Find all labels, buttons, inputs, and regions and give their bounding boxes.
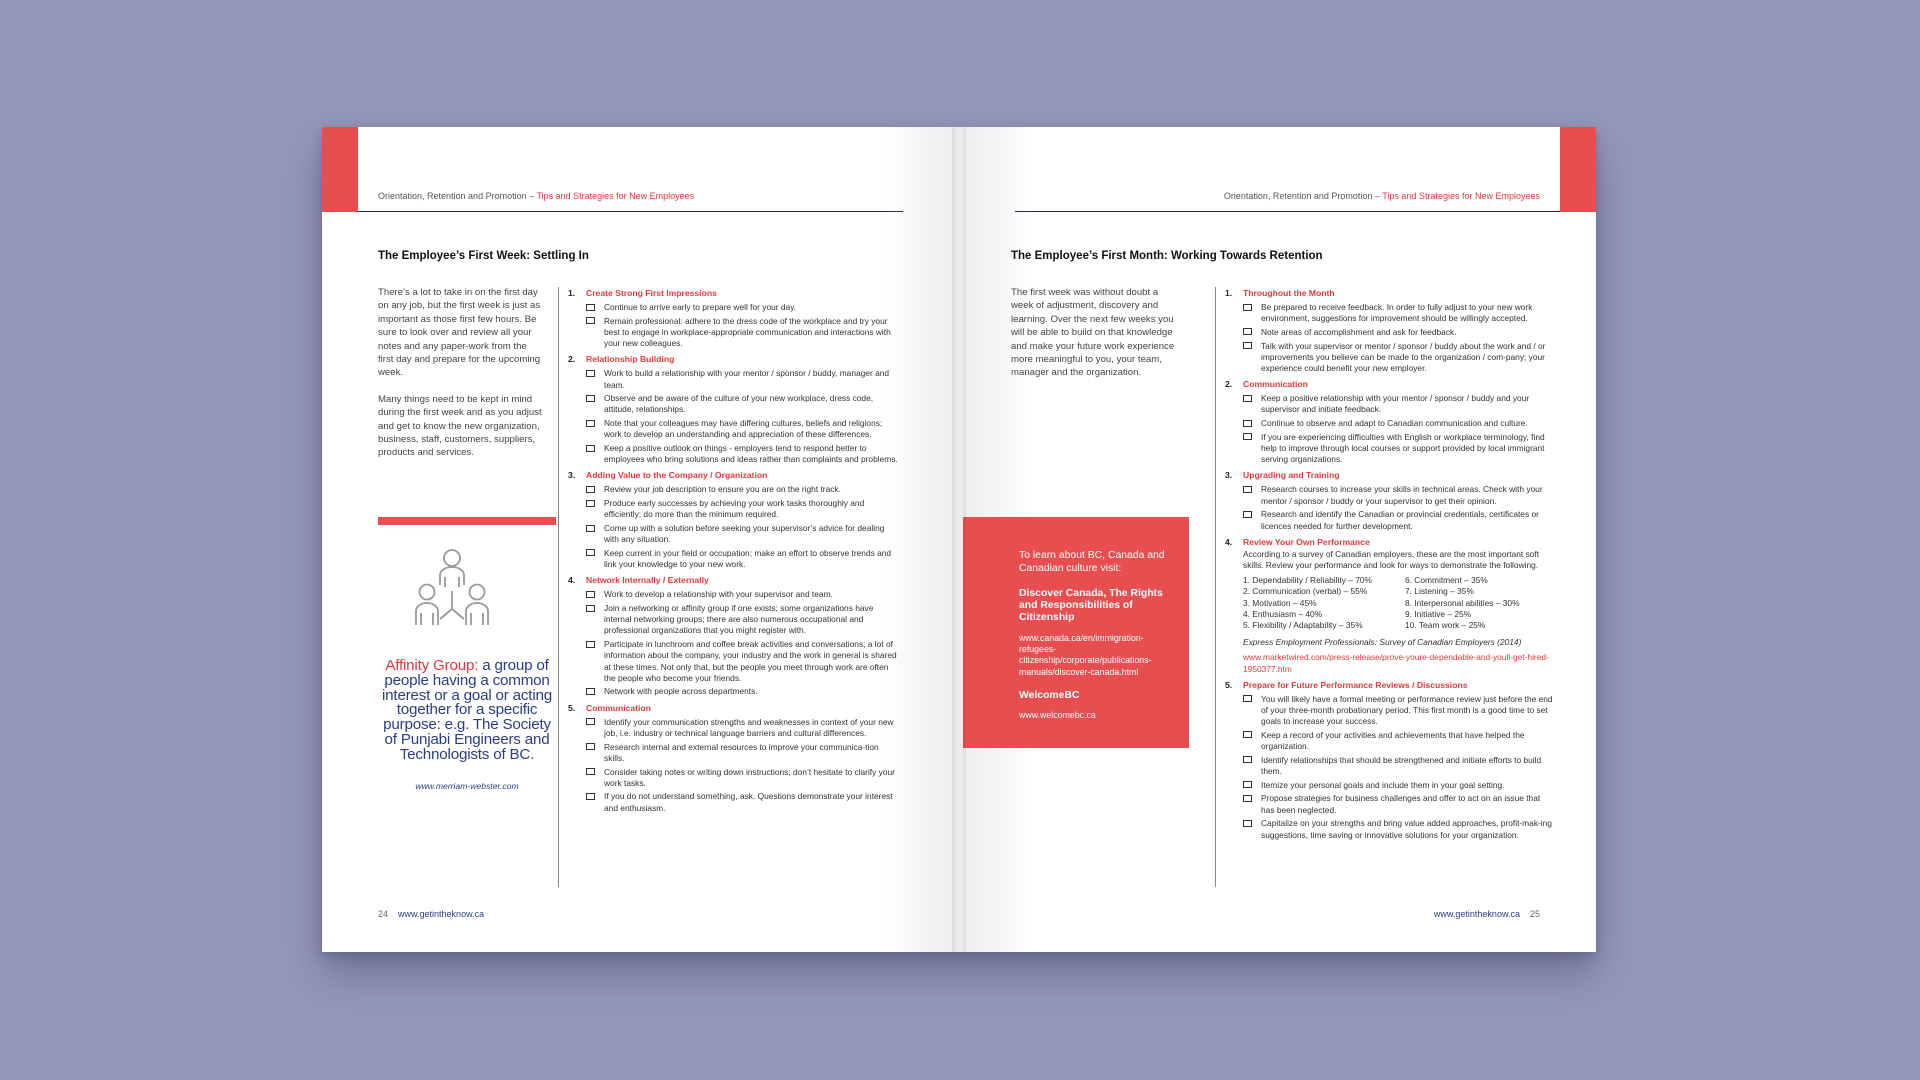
brochure-spread <box>322 127 1596 952</box>
soft-skill-stat: 6. Commitment – 35% <box>1405 575 1488 586</box>
checkbox-icon[interactable] <box>1243 820 1252 827</box>
page-number: 24 <box>378 909 389 919</box>
section-number: 5. <box>1225 679 1233 690</box>
checklist-item <box>1243 780 1555 791</box>
section-title: Relationship Building <box>586 354 675 365</box>
header-rule <box>1015 211 1560 212</box>
checkbox-icon[interactable] <box>586 605 595 612</box>
checklist-item <box>586 767 898 789</box>
checklist-item-text: Research courses to increase your skills in technical areas. Check with your mentor / sponsor / buddy or your supervisor to get their opinion. <box>1261 484 1543 506</box>
checkbox-icon[interactable] <box>586 549 595 556</box>
checklist-item-text: Research internal and external resources to improve your communica-tion skills. <box>604 741 879 763</box>
checkbox-icon[interactable] <box>586 525 595 532</box>
checklist-section <box>1225 536 1555 675</box>
checklist-item-text: Produce early successes by achieving your work tasks thoroughly and efficiently; do more than the minimum required. <box>604 498 865 520</box>
section-number: 3. <box>1225 470 1233 481</box>
checklist-section <box>1225 679 1555 841</box>
callout-link[interactable]: www.canada.ca/en/immigration-refugees-citizenship/corporate/publications-manuals/discover-canada.html <box>1019 632 1152 677</box>
checklist-item <box>586 686 898 697</box>
soft-skill-stat: 10. Team work – 25% <box>1405 619 1486 630</box>
checkbox-icon[interactable] <box>586 317 595 324</box>
callout-link[interactable]: www.welcomebc.ca <box>1019 710 1096 721</box>
checklist-item <box>586 302 898 313</box>
section-number: 1. <box>568 288 576 298</box>
checklist-item-text: Observe and be aware of the culture of your new workplace, dress code, attitude, relationships. <box>604 393 874 415</box>
section-number: 4. <box>1225 536 1233 547</box>
checklist-item <box>586 368 898 390</box>
section-title: Create Strong First Impressions <box>586 288 717 298</box>
section-number: 4. <box>568 575 576 586</box>
checkbox-icon[interactable] <box>1243 395 1252 402</box>
checklist-item <box>586 639 898 684</box>
running-header <box>378 191 694 201</box>
checklist-item-text: Remain professional: adhere to the dress code of the workplace and try your best to engage in workplace-appropriate communication and interactions with your new colleagues. <box>604 315 891 349</box>
footer-site-link[interactable]: www.getintheknow.ca <box>398 909 485 919</box>
checklist-item <box>586 523 898 545</box>
checklist-item-text: Participate in lunchroom and coffee break activities and conversations; a lot of information about the company, your industry and the work in general is shared at these times. Not only that, but the people you meet through work are often the people who become your friends. <box>604 639 897 683</box>
intro-paragraph: There’s a lot to take in on the first day on any job, but the first week is just as important as those first few hours. Be sure to look over and review all your notes and any paper-work from the first day and prepare for the upcoming week. <box>378 287 541 379</box>
checkbox-icon[interactable] <box>586 304 595 311</box>
section-heading <box>1225 679 1555 692</box>
checklist-item-text: Capitalize on your strengths and bring value added approaches, profit-mak-ing suggestions, time saving or innovative solutions for your organization. <box>1261 818 1552 840</box>
section-paragraph: According to a survey of Canadian employers, these are the most important soft skills. Review your performance and look for ways to demonstrate the following. <box>1243 548 1540 570</box>
page-footer <box>378 909 484 919</box>
running-header <box>1224 191 1540 201</box>
checklist-item <box>1243 730 1555 752</box>
checklist-item-text: Keep a record of your activities and achievements that have helped the organization. <box>1261 729 1525 752</box>
checkbox-icon[interactable] <box>586 718 595 725</box>
checkbox-icon[interactable] <box>586 768 595 775</box>
checklist-item-text: Continue to arrive early to prepare well for your day. <box>604 302 797 312</box>
left-page <box>322 127 959 952</box>
checklist-item <box>1243 302 1555 324</box>
section-heading <box>568 353 898 366</box>
checklist-item <box>1243 793 1555 815</box>
checklist-item-text: Research and identify the Canadian or provincial credentials, certificates or licences needed for further development. <box>1261 509 1539 531</box>
checklist-section <box>568 702 898 814</box>
checkbox-icon[interactable] <box>586 591 595 598</box>
checklist-item <box>1243 484 1555 506</box>
checklist-section <box>568 353 898 465</box>
intro-paragraph: The first week was without doubt a week of adjustment, discovery and learning. Over the next few weeks you will be able to build on that knowledge and make your future work experience more meaningful to you, your team, manager and the organization. <box>1011 287 1175 379</box>
section-heading <box>1225 469 1555 482</box>
checklist-item <box>1243 755 1555 777</box>
header-accent: Tips and Strategies for New Employees <box>536 191 695 201</box>
checkbox-icon[interactable] <box>1243 695 1252 702</box>
checklist-item-text: Review your job description to ensure you are on the right track. <box>604 484 841 495</box>
header-accent: Tips and Strategies for New Employees <box>1382 191 1540 201</box>
column-divider <box>1215 287 1216 887</box>
checklist-item-text: If you are experiencing difficulties with English or workplace terminology, find help to improve through local courses or support provided by local immigrant serving organizations. <box>1261 431 1545 465</box>
definition-text: a group of people having a common interest or a goal or acting together for a specific purpose: e.g. The Society of Punjabi Engineers and Technologists of BC. <box>382 657 552 763</box>
affinity-group-definition <box>378 659 556 763</box>
checklist-item <box>1243 509 1555 531</box>
callout-heading: Discover Canada, The Rights and Responsibilities of Citizenship <box>1019 588 1163 624</box>
resources-callout <box>963 517 1189 748</box>
checklist-item-text: If you do not understand something, ask. Questions demonstrate your interest and enthusiasm. <box>604 791 893 813</box>
checklist-item <box>586 484 898 495</box>
checklist-section <box>568 287 898 349</box>
checklist-item-text: Consider taking notes or writing down instructions; don’t hesitate to clarify your work tasks. <box>604 766 895 788</box>
checkbox-icon[interactable] <box>586 743 595 750</box>
checkbox-icon[interactable] <box>1243 328 1252 335</box>
checklist-item-text: You will likely have a formal meeting or performance review just before the end of your three-month probationary period. This first month is a good time to set goals to increase your success. <box>1261 693 1553 727</box>
checklist-item-text: Identify relationships that should be strengthened and initiate efforts to build them. <box>1261 754 1542 776</box>
checkbox-icon[interactable] <box>1243 756 1252 763</box>
soft-skill-stat: 5. Flexibility / Adaptability – 35% <box>1243 619 1363 630</box>
checkbox-icon[interactable] <box>586 486 595 493</box>
section-title: Network Internally / Externally <box>586 575 709 586</box>
checklist-item <box>1243 818 1555 840</box>
section-number: 1. <box>1225 288 1233 298</box>
footer-site-link[interactable]: www.getintheknow.ca <box>1433 909 1520 919</box>
checklist-item <box>1243 418 1555 429</box>
checklist-item <box>1243 327 1555 338</box>
header-prefix: Orientation, Retention and Promotion – <box>378 191 537 201</box>
checklist-item <box>586 548 898 570</box>
checkbox-icon[interactable] <box>1243 433 1252 440</box>
intro-text <box>1011 286 1175 393</box>
checklist-item-text: Note areas of accomplishment and ask for feedback. <box>1261 326 1457 337</box>
header-prefix: Orientation, Retention and Promotion – <box>1223 191 1383 201</box>
checklist-item <box>586 393 898 415</box>
definition-source: www.merriam-webster.com <box>415 781 519 791</box>
section-heading <box>568 702 898 715</box>
survey-source-link[interactable]: www.marketwired.com/press-release/prove-youre-dependable-and-youll-get-hired-1950377.htm <box>1243 652 1549 674</box>
soft-skill-stat: 1. Dependability / Reliability – 70% <box>1243 575 1372 586</box>
section-title: Upgrading and Training <box>1243 470 1340 481</box>
checkbox-icon[interactable] <box>1243 420 1252 427</box>
checklist-section <box>1225 469 1555 531</box>
section-title: Communication <box>1243 379 1308 390</box>
section-number: 5. <box>568 702 576 713</box>
checklist-item-text: Itemize your personal goals and include them in your goal setting. <box>1261 779 1505 790</box>
sidebar-red-bar <box>378 517 556 525</box>
checkbox-icon[interactable] <box>586 793 595 800</box>
checklist-item-text: Work to build a relationship with your mentor / sponsor / buddy, manager and team. <box>604 368 890 390</box>
red-corner-tab <box>1560 127 1596 212</box>
checkbox-icon[interactable] <box>1243 511 1252 518</box>
checkbox-icon[interactable] <box>1243 781 1252 788</box>
checklist-section <box>568 574 898 697</box>
checkbox-icon[interactable] <box>586 395 595 402</box>
section-number: 2. <box>1225 379 1233 390</box>
checklist-item-text: Keep a positive outlook on things - employers tend to respond better to employees who bring solutions and ideas rather than complaints and problems. <box>604 443 898 465</box>
section-title: Prepare for Future Performance Reviews / Discussions <box>1243 679 1468 690</box>
section-heading <box>1225 287 1555 300</box>
checklist-item <box>586 742 898 764</box>
checklist-item <box>586 589 898 600</box>
checklist-item-text: Note that your colleagues may have differing cultures, beliefs and religions; work to develop an understanding and appreciation of these differences. <box>604 418 883 440</box>
checkbox-icon[interactable] <box>1243 795 1252 802</box>
checkbox-icon[interactable] <box>1243 731 1252 738</box>
checklist-item <box>586 443 898 465</box>
intro-text <box>378 286 542 473</box>
checklist-item-text: Work to develop a relationship with your supervisor and team. <box>604 589 833 600</box>
page-title: The Employee’s First Month: Working Towards Retention <box>1011 250 1323 262</box>
section-heading <box>568 574 898 587</box>
checklist-item <box>586 498 898 520</box>
section-heading <box>568 287 898 300</box>
page-title: The Employee’s First Week: Settling In <box>378 250 589 262</box>
checkbox-icon[interactable] <box>586 445 595 452</box>
soft-skill-stat: 8. Interpersonal abilities – 30% <box>1405 597 1520 608</box>
checklist-section <box>568 469 898 570</box>
checklist-item-text: Talk with your supervisor or mentor / sponsor / buddy about the work and / or improvements you believe can be made to the organization / com-pany; your experience could benefit your new employer. <box>1261 340 1546 374</box>
column-divider <box>558 287 559 887</box>
checklist <box>568 287 898 818</box>
checklist-item-text: Come up with a solution before seeking your supervisor’s advice for dealing with any situation. <box>604 523 885 545</box>
section-heading <box>568 469 898 482</box>
checkbox-icon[interactable] <box>586 370 595 377</box>
book-spine-shadow <box>952 127 966 952</box>
page-footer <box>1434 909 1540 919</box>
soft-skill-stat: 3. Motivation – 45% <box>1243 597 1317 608</box>
checklist-item <box>586 603 898 637</box>
survey-source: Express Employment Professionals: Survey of Canadian Employers (2014) <box>1243 637 1522 648</box>
definition-term: Affinity Group: <box>385 657 479 674</box>
checkbox-icon[interactable] <box>1243 486 1252 493</box>
right-page <box>959 127 1596 952</box>
checklist-item-text: Identify your communication strengths and weaknesses in context of your new job, i.e. industry or technical language barriers and cultural differences. <box>604 716 894 738</box>
section-title: Throughout the Month <box>1243 288 1335 298</box>
checklist-item <box>1243 694 1555 728</box>
intro-paragraph: Many things need to be kept in mind during the first week and as you adjust and get to know the new organization, business, staff, customers, suppliers, products and services. <box>378 393 542 459</box>
checkbox-icon[interactable] <box>586 500 595 507</box>
page-number: 25 <box>1529 909 1540 919</box>
soft-skill-stat: 2. Communication (verbal) – 55% <box>1243 586 1368 597</box>
soft-skill-stat: 9. Initiative – 25% <box>1405 608 1472 619</box>
checklist-item <box>586 418 898 440</box>
checklist-item-text: Continue to observe and adapt to Canadian communication and culture. <box>1261 418 1528 429</box>
checklist-item <box>1243 341 1555 375</box>
checklist-item-text: Be prepared to receive feedback. In order to fully adjust to your new work environment, suggestions for improvement should be willingly accepted. <box>1261 302 1533 324</box>
checklist-item <box>586 791 898 813</box>
soft-skill-stat: 7. Listening – 35% <box>1405 586 1474 597</box>
checklist-item-text: Join a networking or affinity group if one exists; some organizations have internal networking groups; there are also numerous occupational and professional organizations that you might register with. <box>604 603 874 636</box>
section-title: Review Your Own Performance <box>1243 536 1370 547</box>
section-title: Communication <box>586 702 651 713</box>
checklist-item <box>586 717 898 739</box>
callout-heading: WelcomeBC <box>1019 690 1080 702</box>
soft-skills-list <box>1243 575 1555 631</box>
callout-intro: To learn about BC, Canada and Canadian culture visit: <box>1019 550 1165 574</box>
section-number: 2. <box>568 354 576 365</box>
checklist-item-text: Network with people across departments. <box>604 686 758 697</box>
checkbox-icon[interactable] <box>586 641 595 648</box>
checklist-section <box>1225 378 1555 465</box>
section-number: 3. <box>568 470 576 481</box>
checkbox-icon[interactable] <box>586 420 595 427</box>
header-rule <box>358 211 903 212</box>
checklist-item-text: Keep a positive relationship with your mentor / sponsor / buddy and your supervisor and initiate feedback. <box>1261 393 1530 415</box>
checklist-item <box>1243 432 1555 466</box>
red-corner-tab <box>322 127 358 212</box>
checkbox-icon[interactable] <box>1243 304 1252 311</box>
checklist <box>1225 287 1555 845</box>
section-heading <box>1225 536 1555 549</box>
checklist-item-text: Keep current in your field or occupation; make an effort to observe trends and link your knowledge to your new work. <box>604 547 892 570</box>
checklist-item <box>586 316 898 350</box>
checklist-item-text: Propose strategies for business challenges and offer to act on an issue that has been neglected. <box>1261 793 1541 815</box>
section-heading <box>1225 378 1555 391</box>
group-of-people-icon <box>412 545 492 645</box>
checkbox-icon[interactable] <box>1243 342 1252 349</box>
checkbox-icon[interactable] <box>586 688 595 695</box>
section-title: Adding Value to the Company / Organization <box>586 470 768 481</box>
soft-skill-stat: 4. Enthusiasm – 40% <box>1243 608 1323 619</box>
checklist-item <box>1243 393 1555 415</box>
checklist-section <box>1225 287 1555 374</box>
